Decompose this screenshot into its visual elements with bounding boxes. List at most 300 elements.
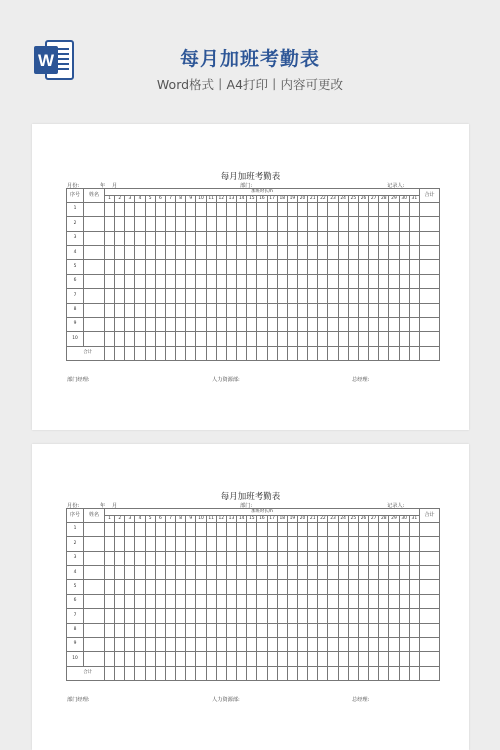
hours-cell[interactable] <box>115 594 125 608</box>
hours-cell[interactable] <box>237 551 247 565</box>
hours-cell[interactable] <box>216 289 226 303</box>
hours-cell[interactable] <box>318 217 328 231</box>
hours-cell[interactable] <box>308 523 318 537</box>
hours-cell[interactable] <box>287 609 297 623</box>
hours-cell[interactable] <box>379 217 389 231</box>
hours-cell[interactable] <box>399 289 409 303</box>
hours-cell[interactable] <box>328 551 338 565</box>
hours-cell[interactable] <box>115 609 125 623</box>
hours-cell[interactable] <box>125 623 135 637</box>
hours-cell[interactable] <box>348 594 358 608</box>
hours-cell[interactable] <box>216 303 226 317</box>
hours-cell[interactable] <box>257 594 267 608</box>
hours-cell[interactable] <box>409 274 419 288</box>
hours-cell[interactable] <box>277 203 287 217</box>
hours-cell[interactable] <box>145 551 155 565</box>
hours-cell[interactable] <box>226 623 236 637</box>
hours-cell[interactable] <box>196 303 206 317</box>
hours-cell[interactable] <box>115 246 125 260</box>
hours-cell[interactable] <box>115 566 125 580</box>
hours-cell[interactable] <box>237 637 247 651</box>
hours-cell[interactable] <box>338 289 348 303</box>
hours-cell[interactable] <box>165 274 175 288</box>
hours-cell[interactable] <box>216 246 226 260</box>
hours-cell[interactable] <box>226 260 236 274</box>
hours-cell[interactable] <box>409 580 419 594</box>
hours-cell[interactable] <box>369 217 379 231</box>
hours-cell[interactable] <box>257 332 267 346</box>
total-cell[interactable] <box>420 231 440 245</box>
total-day-cell[interactable] <box>328 346 338 360</box>
hours-cell[interactable] <box>399 217 409 231</box>
total-day-cell[interactable] <box>409 666 419 680</box>
hours-cell[interactable] <box>257 523 267 537</box>
hours-cell[interactable] <box>379 652 389 666</box>
hours-cell[interactable] <box>216 274 226 288</box>
hours-cell[interactable] <box>206 594 216 608</box>
hours-cell[interactable] <box>338 551 348 565</box>
hours-cell[interactable] <box>267 523 277 537</box>
hours-cell[interactable] <box>206 580 216 594</box>
hours-cell[interactable] <box>115 652 125 666</box>
hours-cell[interactable] <box>135 274 145 288</box>
hours-cell[interactable] <box>135 231 145 245</box>
hours-cell[interactable] <box>287 580 297 594</box>
hours-cell[interactable] <box>237 203 247 217</box>
hours-cell[interactable] <box>338 217 348 231</box>
hours-cell[interactable] <box>165 260 175 274</box>
hours-cell[interactable] <box>308 637 318 651</box>
hours-cell[interactable] <box>115 203 125 217</box>
hours-cell[interactable] <box>257 551 267 565</box>
hours-cell[interactable] <box>155 231 165 245</box>
hours-cell[interactable] <box>226 217 236 231</box>
hours-cell[interactable] <box>369 594 379 608</box>
hours-cell[interactable] <box>348 523 358 537</box>
hours-cell[interactable] <box>237 231 247 245</box>
hours-cell[interactable] <box>105 203 115 217</box>
hours-cell[interactable] <box>226 537 236 551</box>
name-cell[interactable] <box>84 609 105 623</box>
hours-cell[interactable] <box>338 274 348 288</box>
hours-cell[interactable] <box>176 609 186 623</box>
hours-cell[interactable] <box>358 203 368 217</box>
total-day-cell[interactable] <box>165 666 175 680</box>
hours-cell[interactable] <box>389 523 399 537</box>
hours-cell[interactable] <box>399 303 409 317</box>
hours-cell[interactable] <box>186 317 196 331</box>
hours-cell[interactable] <box>125 609 135 623</box>
hours-cell[interactable] <box>145 609 155 623</box>
hours-cell[interactable] <box>338 609 348 623</box>
name-cell[interactable] <box>84 289 105 303</box>
hours-cell[interactable] <box>369 637 379 651</box>
hours-cell[interactable] <box>176 317 186 331</box>
hours-cell[interactable] <box>155 609 165 623</box>
hours-cell[interactable] <box>297 231 307 245</box>
hours-cell[interactable] <box>287 332 297 346</box>
total-day-cell[interactable] <box>165 346 175 360</box>
hours-cell[interactable] <box>135 537 145 551</box>
total-day-cell[interactable] <box>338 346 348 360</box>
hours-cell[interactable] <box>379 303 389 317</box>
hours-cell[interactable] <box>155 652 165 666</box>
hours-cell[interactable] <box>287 551 297 565</box>
hours-cell[interactable] <box>399 537 409 551</box>
hours-cell[interactable] <box>165 303 175 317</box>
hours-cell[interactable] <box>348 537 358 551</box>
hours-cell[interactable] <box>348 623 358 637</box>
hours-cell[interactable] <box>267 580 277 594</box>
hours-cell[interactable] <box>165 231 175 245</box>
hours-cell[interactable] <box>308 246 318 260</box>
hours-cell[interactable] <box>369 537 379 551</box>
hours-cell[interactable] <box>237 609 247 623</box>
hours-cell[interactable] <box>369 303 379 317</box>
hours-cell[interactable] <box>135 289 145 303</box>
total-cell[interactable] <box>420 551 440 565</box>
hours-cell[interactable] <box>369 203 379 217</box>
hours-cell[interactable] <box>237 523 247 537</box>
hours-cell[interactable] <box>328 637 338 651</box>
hours-cell[interactable] <box>135 637 145 651</box>
hours-cell[interactable] <box>297 332 307 346</box>
total-cell[interactable] <box>420 523 440 537</box>
hours-cell[interactable] <box>399 274 409 288</box>
hours-cell[interactable] <box>389 217 399 231</box>
total-day-cell[interactable] <box>237 346 247 360</box>
hours-cell[interactable] <box>338 303 348 317</box>
hours-cell[interactable] <box>196 217 206 231</box>
hours-cell[interactable] <box>115 537 125 551</box>
total-day-cell[interactable] <box>226 666 236 680</box>
hours-cell[interactable] <box>105 523 115 537</box>
hours-cell[interactable] <box>176 332 186 346</box>
hours-cell[interactable] <box>237 537 247 551</box>
hours-cell[interactable] <box>257 652 267 666</box>
hours-cell[interactable] <box>186 289 196 303</box>
hours-cell[interactable] <box>409 551 419 565</box>
total-day-cell[interactable] <box>287 346 297 360</box>
hours-cell[interactable] <box>125 289 135 303</box>
hours-cell[interactable] <box>409 303 419 317</box>
hours-cell[interactable] <box>155 623 165 637</box>
total-cell[interactable] <box>420 537 440 551</box>
hours-cell[interactable] <box>358 332 368 346</box>
total-day-cell[interactable] <box>155 666 165 680</box>
hours-cell[interactable] <box>216 231 226 245</box>
hours-cell[interactable] <box>176 637 186 651</box>
hours-cell[interactable] <box>277 289 287 303</box>
hours-cell[interactable] <box>247 580 257 594</box>
hours-cell[interactable] <box>145 523 155 537</box>
hours-cell[interactable] <box>176 203 186 217</box>
hours-cell[interactable] <box>145 537 155 551</box>
hours-cell[interactable] <box>297 203 307 217</box>
hours-cell[interactable] <box>409 623 419 637</box>
hours-cell[interactable] <box>165 217 175 231</box>
hours-cell[interactable] <box>105 260 115 274</box>
total-day-cell[interactable] <box>135 346 145 360</box>
hours-cell[interactable] <box>308 609 318 623</box>
hours-cell[interactable] <box>348 217 358 231</box>
hours-cell[interactable] <box>247 289 257 303</box>
hours-cell[interactable] <box>165 551 175 565</box>
hours-cell[interactable] <box>186 260 196 274</box>
hours-cell[interactable] <box>358 231 368 245</box>
hours-cell[interactable] <box>277 523 287 537</box>
total-cell[interactable] <box>420 274 440 288</box>
total-cell[interactable] <box>420 203 440 217</box>
hours-cell[interactable] <box>115 260 125 274</box>
hours-cell[interactable] <box>176 274 186 288</box>
hours-cell[interactable] <box>206 637 216 651</box>
hours-cell[interactable] <box>125 274 135 288</box>
hours-cell[interactable] <box>379 289 389 303</box>
hours-cell[interactable] <box>389 260 399 274</box>
hours-cell[interactable] <box>237 332 247 346</box>
hours-cell[interactable] <box>186 637 196 651</box>
hours-cell[interactable] <box>125 594 135 608</box>
hours-cell[interactable] <box>247 332 257 346</box>
hours-cell[interactable] <box>237 246 247 260</box>
hours-cell[interactable] <box>379 246 389 260</box>
hours-cell[interactable] <box>369 260 379 274</box>
hours-cell[interactable] <box>135 623 145 637</box>
hours-cell[interactable] <box>145 274 155 288</box>
total-day-cell[interactable] <box>226 346 236 360</box>
hours-cell[interactable] <box>105 332 115 346</box>
hours-cell[interactable] <box>257 217 267 231</box>
hours-cell[interactable] <box>176 580 186 594</box>
hours-cell[interactable] <box>125 217 135 231</box>
hours-cell[interactable] <box>379 594 389 608</box>
hours-cell[interactable] <box>369 523 379 537</box>
hours-cell[interactable] <box>125 580 135 594</box>
name-cell[interactable] <box>84 566 105 580</box>
hours-cell[interactable] <box>105 303 115 317</box>
hours-cell[interactable] <box>145 303 155 317</box>
hours-cell[interactable] <box>277 317 287 331</box>
hours-cell[interactable] <box>247 317 257 331</box>
hours-cell[interactable] <box>196 580 206 594</box>
hours-cell[interactable] <box>155 566 165 580</box>
hours-cell[interactable] <box>399 623 409 637</box>
hours-cell[interactable] <box>379 523 389 537</box>
hours-cell[interactable] <box>348 332 358 346</box>
hours-cell[interactable] <box>389 609 399 623</box>
hours-cell[interactable] <box>135 523 145 537</box>
hours-cell[interactable] <box>328 537 338 551</box>
hours-cell[interactable] <box>186 566 196 580</box>
hours-cell[interactable] <box>318 332 328 346</box>
hours-cell[interactable] <box>297 566 307 580</box>
hours-cell[interactable] <box>125 260 135 274</box>
hours-cell[interactable] <box>267 246 277 260</box>
hours-cell[interactable] <box>237 303 247 317</box>
hours-cell[interactable] <box>328 246 338 260</box>
hours-cell[interactable] <box>348 274 358 288</box>
total-day-cell[interactable] <box>348 346 358 360</box>
hours-cell[interactable] <box>226 594 236 608</box>
hours-cell[interactable] <box>165 637 175 651</box>
hours-cell[interactable] <box>267 260 277 274</box>
total-day-cell[interactable] <box>358 666 368 680</box>
hours-cell[interactable] <box>409 523 419 537</box>
hours-cell[interactable] <box>196 551 206 565</box>
total-day-cell[interactable] <box>145 346 155 360</box>
hours-cell[interactable] <box>369 274 379 288</box>
name-cell[interactable] <box>84 594 105 608</box>
hours-cell[interactable] <box>186 303 196 317</box>
hours-cell[interactable] <box>216 332 226 346</box>
total-day-cell[interactable] <box>257 666 267 680</box>
hours-cell[interactable] <box>176 623 186 637</box>
hours-cell[interactable] <box>369 609 379 623</box>
hours-cell[interactable] <box>226 566 236 580</box>
hours-cell[interactable] <box>399 566 409 580</box>
hours-cell[interactable] <box>287 594 297 608</box>
hours-cell[interactable] <box>267 623 277 637</box>
hours-cell[interactable] <box>206 537 216 551</box>
hours-cell[interactable] <box>135 652 145 666</box>
hours-cell[interactable] <box>226 289 236 303</box>
hours-cell[interactable] <box>267 609 277 623</box>
hours-cell[interactable] <box>318 637 328 651</box>
hours-cell[interactable] <box>308 217 318 231</box>
hours-cell[interactable] <box>176 231 186 245</box>
hours-cell[interactable] <box>389 303 399 317</box>
hours-cell[interactable] <box>125 203 135 217</box>
total-cell[interactable] <box>420 332 440 346</box>
hours-cell[interactable] <box>115 231 125 245</box>
hours-cell[interactable] <box>409 652 419 666</box>
total-day-cell[interactable] <box>389 666 399 680</box>
total-day-cell[interactable] <box>216 346 226 360</box>
total-day-cell[interactable] <box>318 346 328 360</box>
hours-cell[interactable] <box>196 652 206 666</box>
hours-cell[interactable] <box>226 231 236 245</box>
hours-cell[interactable] <box>216 203 226 217</box>
hours-cell[interactable] <box>247 303 257 317</box>
hours-cell[interactable] <box>206 523 216 537</box>
hours-cell[interactable] <box>206 274 216 288</box>
hours-cell[interactable] <box>328 332 338 346</box>
total-day-cell[interactable] <box>399 666 409 680</box>
hours-cell[interactable] <box>409 637 419 651</box>
total-day-cell[interactable] <box>186 346 196 360</box>
hours-cell[interactable] <box>186 551 196 565</box>
hours-cell[interactable] <box>145 623 155 637</box>
hours-cell[interactable] <box>196 231 206 245</box>
hours-cell[interactable] <box>389 652 399 666</box>
hours-cell[interactable] <box>379 566 389 580</box>
hours-cell[interactable] <box>145 246 155 260</box>
hours-cell[interactable] <box>257 623 267 637</box>
hours-cell[interactable] <box>308 260 318 274</box>
hours-cell[interactable] <box>369 332 379 346</box>
total-day-cell[interactable] <box>277 666 287 680</box>
name-cell[interactable] <box>84 332 105 346</box>
hours-cell[interactable] <box>328 623 338 637</box>
hours-cell[interactable] <box>328 289 338 303</box>
hours-cell[interactable] <box>196 537 206 551</box>
name-cell[interactable] <box>84 652 105 666</box>
hours-cell[interactable] <box>358 609 368 623</box>
hours-cell[interactable] <box>237 566 247 580</box>
hours-cell[interactable] <box>379 537 389 551</box>
hours-cell[interactable] <box>165 537 175 551</box>
hours-cell[interactable] <box>348 566 358 580</box>
hours-cell[interactable] <box>348 231 358 245</box>
hours-cell[interactable] <box>287 260 297 274</box>
hours-cell[interactable] <box>297 303 307 317</box>
hours-cell[interactable] <box>287 637 297 651</box>
hours-cell[interactable] <box>277 623 287 637</box>
hours-cell[interactable] <box>247 566 257 580</box>
total-cell[interactable] <box>420 652 440 666</box>
hours-cell[interactable] <box>115 274 125 288</box>
hours-cell[interactable] <box>145 217 155 231</box>
hours-cell[interactable] <box>409 203 419 217</box>
hours-cell[interactable] <box>125 317 135 331</box>
hours-cell[interactable] <box>328 652 338 666</box>
total-day-cell[interactable] <box>379 666 389 680</box>
total-day-cell[interactable] <box>297 666 307 680</box>
hours-cell[interactable] <box>338 637 348 651</box>
hours-cell[interactable] <box>287 246 297 260</box>
hours-cell[interactable] <box>237 594 247 608</box>
hours-cell[interactable] <box>318 609 328 623</box>
hours-cell[interactable] <box>176 260 186 274</box>
total-day-cell[interactable] <box>125 666 135 680</box>
hours-cell[interactable] <box>308 274 318 288</box>
hours-cell[interactable] <box>196 203 206 217</box>
hours-cell[interactable] <box>165 594 175 608</box>
hours-cell[interactable] <box>105 217 115 231</box>
hours-cell[interactable] <box>155 594 165 608</box>
hours-cell[interactable] <box>399 317 409 331</box>
hours-cell[interactable] <box>155 580 165 594</box>
hours-cell[interactable] <box>105 289 115 303</box>
hours-cell[interactable] <box>409 332 419 346</box>
hours-cell[interactable] <box>155 289 165 303</box>
hours-cell[interactable] <box>277 303 287 317</box>
hours-cell[interactable] <box>358 537 368 551</box>
hours-cell[interactable] <box>216 637 226 651</box>
hours-cell[interactable] <box>267 203 277 217</box>
hours-cell[interactable] <box>318 523 328 537</box>
hours-cell[interactable] <box>155 551 165 565</box>
hours-cell[interactable] <box>257 566 267 580</box>
hours-cell[interactable] <box>216 317 226 331</box>
hours-cell[interactable] <box>206 217 216 231</box>
hours-cell[interactable] <box>145 566 155 580</box>
hours-cell[interactable] <box>277 594 287 608</box>
hours-cell[interactable] <box>186 623 196 637</box>
name-cell[interactable] <box>84 551 105 565</box>
hours-cell[interactable] <box>105 537 115 551</box>
hours-cell[interactable] <box>328 523 338 537</box>
hours-cell[interactable] <box>105 580 115 594</box>
total-day-cell[interactable] <box>358 346 368 360</box>
hours-cell[interactable] <box>318 274 328 288</box>
hours-cell[interactable] <box>379 317 389 331</box>
hours-cell[interactable] <box>125 303 135 317</box>
hours-cell[interactable] <box>105 551 115 565</box>
hours-cell[interactable] <box>348 580 358 594</box>
hours-cell[interactable] <box>379 623 389 637</box>
